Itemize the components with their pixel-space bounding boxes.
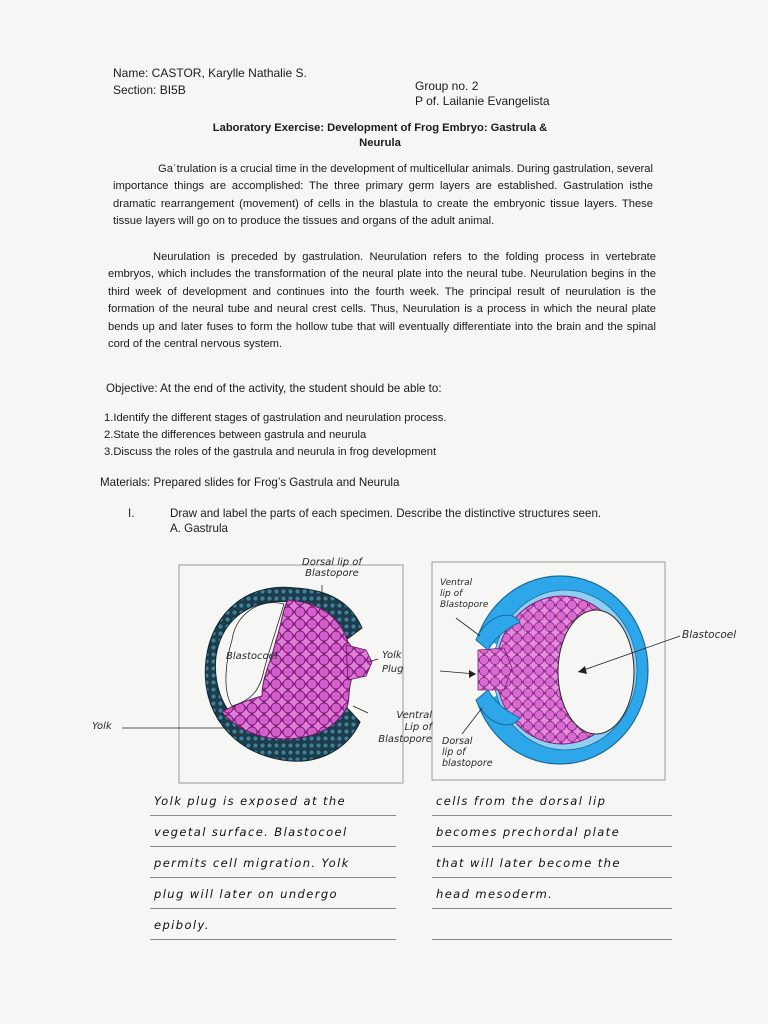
left-gastrula-drawing bbox=[205, 587, 372, 761]
title-line-1: Laboratory Exercise: Development of Frog Embryo: Gastrula & bbox=[212, 122, 548, 134]
answer-line: permits cell migration. Yolk bbox=[154, 856, 350, 870]
label-yolk: Yolk bbox=[92, 721, 112, 732]
label-dorsal-lip-left: Dorsal lip of Blastopore bbox=[302, 557, 362, 579]
objective-heading: Objective: At the end of the activity, the student should be able to: bbox=[106, 382, 442, 395]
exercise-title bbox=[150, 121, 610, 151]
answer-line: head mesoderm. bbox=[436, 887, 554, 901]
answer-line: cells from the dorsal lip bbox=[436, 794, 607, 808]
answer-gastrula-left bbox=[154, 786, 350, 941]
answer-line: vegetal surface. Blastocoel bbox=[154, 825, 348, 839]
objective-list bbox=[104, 410, 446, 461]
answer-line: plug will later on undergo bbox=[154, 887, 338, 901]
answer-line: becomes prechordal plate bbox=[436, 825, 621, 839]
paragraph-neurulation: Neurulation is preceded by gastrulation. Neurulation refers to the folding process in vertebrate embryos, which includes the transformation of the neural plate into the neural tube. Neurulation begins in the third week of development and continues into the fourth week. The principal result of neurulation is the formation of the neural tube and neural crest cells. Thus, Neurulation is a process in which the neural plate bends up and later fuses to form the hollow tube that will eventually differentiate into the brain and the spinal cord of the central nervous system. bbox=[108, 251, 656, 351]
student-name: Name: CASTOR, Karylle Nathalie S. bbox=[113, 66, 307, 80]
answer-gastrula-right bbox=[436, 786, 621, 910]
objective-item: 1.Identify the different stages of gastrulation and neurulation process. bbox=[104, 412, 447, 424]
label-blastocoel-left: Blastocoel bbox=[226, 651, 278, 662]
label-ventral-lip-left: Ventral Lip of Blastopore bbox=[378, 710, 432, 745]
group-label: Group no. 2 bbox=[415, 79, 479, 93]
answer-line: Yolk plug is exposed at the bbox=[154, 794, 347, 808]
professor-label: P of. Lailanie Evangelista bbox=[415, 94, 550, 108]
label-blastocoel-right: Blastocoel bbox=[682, 629, 737, 641]
objective-item: 2.State the differences between gastrula and neurula bbox=[104, 429, 367, 441]
instruction-text: Draw and label the parts of each specimen. Describe the distinctive structures seen. bbox=[170, 507, 602, 520]
objective-item: 3.Discuss the roles of the gastrula and neurula in frog development bbox=[104, 446, 437, 458]
paragraph-gastrulation: Gaʿtrulation is a crucial time in the development of multicellular animals. During gastrulation, several importance things are accomplished: The three primary germ layers are established. Gastrulation isthe dramatic rearrangement (movement) of cells in the blastula to create the embryonic tissue layers. These tissue layers will go on to produce the tissues and organs of the adult animal. bbox=[113, 163, 653, 228]
answer-line: epiboly. bbox=[154, 918, 210, 932]
materials-line: Materials: Prepared slides for Frog’s Gastrula and Neurula bbox=[100, 476, 400, 489]
label-ventral-lip-right: Ventral lip of Blastopore bbox=[440, 578, 489, 610]
right-gastrula-drawing bbox=[470, 576, 648, 764]
subsection-gastrula: A. Gastrula bbox=[170, 522, 228, 535]
section-label: Section: BI5B bbox=[113, 83, 186, 97]
label-dorsal-lip-right: Dorsal lip of blastopore bbox=[442, 736, 493, 769]
answer-line: that will later become the bbox=[436, 856, 621, 870]
instruction-number: I. bbox=[128, 507, 135, 520]
title-line-2: Neurula bbox=[359, 137, 401, 149]
label-yolk-plug: Yolk Plug bbox=[382, 650, 404, 675]
